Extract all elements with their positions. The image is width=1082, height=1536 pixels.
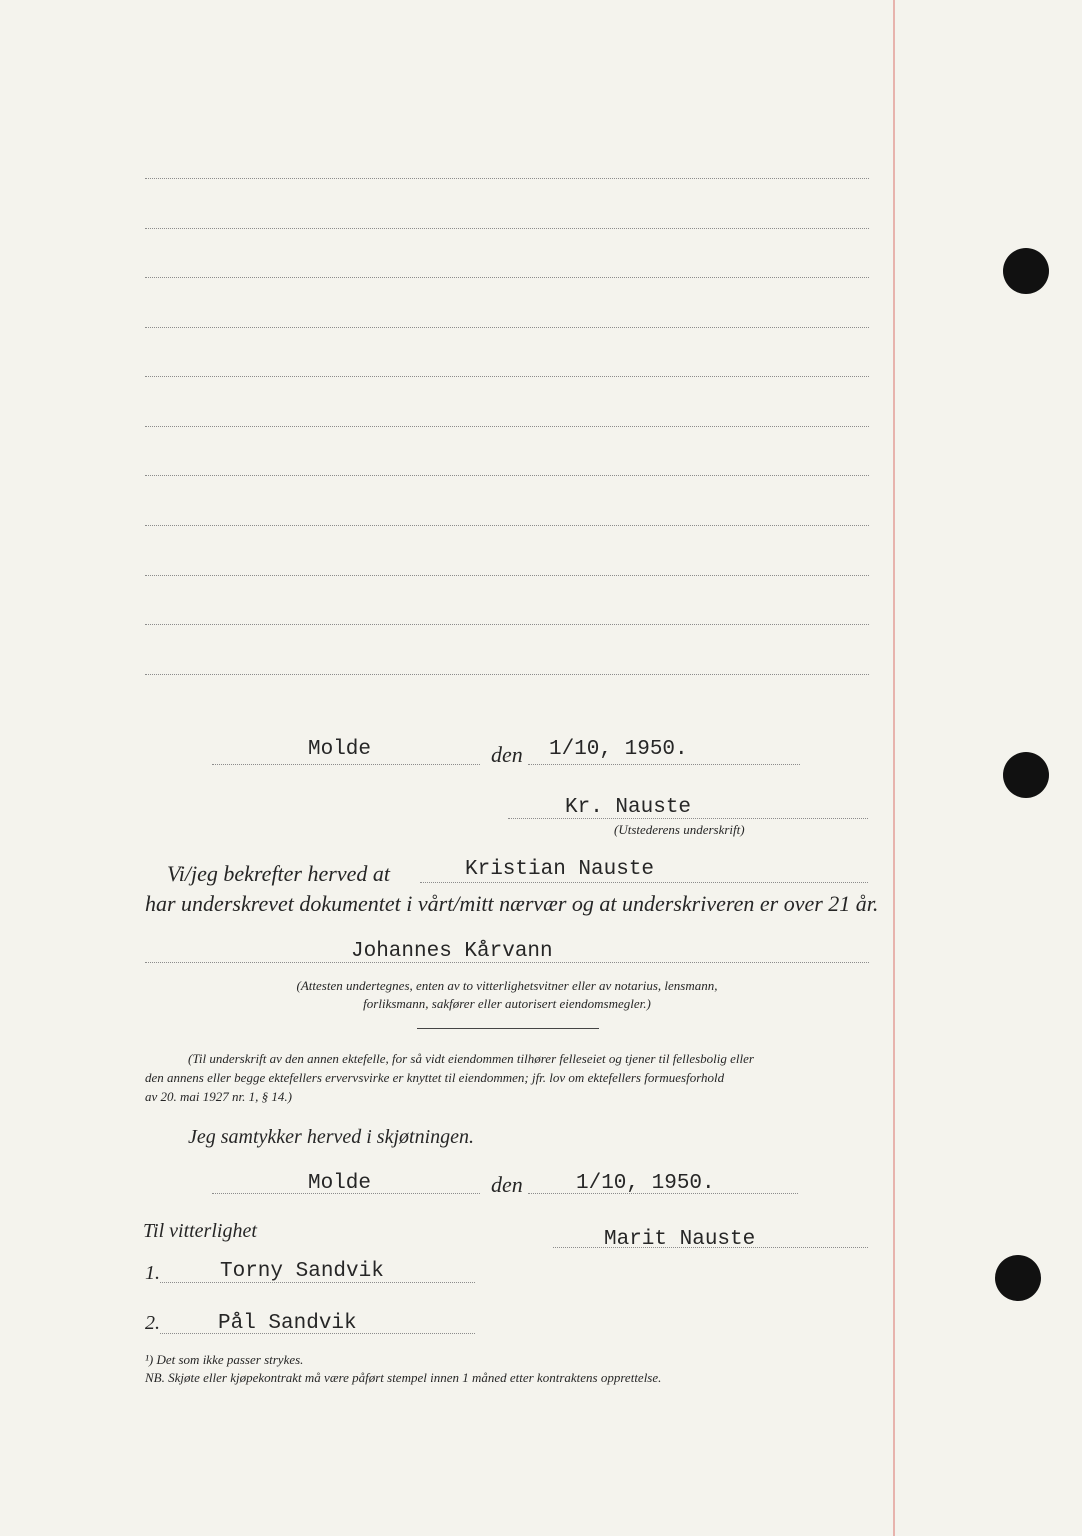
blank-line [145,228,869,229]
blank-line [145,674,869,675]
attest-note-line1: (Attesten undertegnes, enten av to vitterlighetsvitner eller av notarius, lensmann, [296,978,718,993]
confirmation-prefix: Vi/jeg bekrefter herved at [167,861,390,886]
punch-hole [1003,248,1049,294]
margin-line [893,0,895,1536]
witness-2-number: 2. [145,1312,160,1334]
spouse-note-line3: av 20. mai 1927 nr. 1, § 14.) [145,1089,292,1104]
punch-hole [1003,752,1049,798]
blank-line [145,277,869,278]
den-label-2: den [491,1172,523,1197]
place-text: Molde [308,738,372,761]
blank-line [145,376,869,377]
separator [417,1028,599,1029]
confirmation-name-line [420,882,868,883]
consent-text: Jeg samtykker herved i skjøtningen. [188,1126,475,1148]
confirmation-name: Kristian Nauste [465,858,655,881]
spouse-note-line1: (Til underskrift av den annen ektefelle, for så vidt eiendommen tilhører felleseiet og tjener til fellesbolig eller [188,1051,754,1066]
witness-1-name: Torny Sandvik [220,1260,384,1283]
spouse-signature: Marit Nauste [604,1228,756,1251]
date-text-2: 1/10, 1950. [576,1172,715,1195]
issuer-caption: (Utstederens underskrift) [614,822,745,837]
footnote-nb: NB. Skjøte eller kjøpekontrakt må være påført stempel innen 1 måned etter kontraktens opprettelse. [145,1370,662,1385]
issuer-signature: Kr. Nauste [565,796,692,819]
blank-line [145,426,869,427]
blank-line [145,178,869,179]
blank-line [145,525,869,526]
blank-line [145,327,869,328]
blank-line [145,575,869,576]
date-line [528,764,800,765]
footnote-1: ¹) Det som ikke passer strykes. [145,1352,304,1367]
place-line [212,764,480,765]
punch-hole [995,1255,1041,1301]
witness-1-number: 1. [145,1262,160,1284]
blank-line [145,624,869,625]
spouse-note-line2: den annens eller begge ektefellers ervervsvirke er knyttet til eiendommen; jfr. lov om ektefellers formuesforhold [145,1070,725,1085]
attest-note-line2: forliksmann, sakfører eller autorisert eiendomsmegler.) [363,996,651,1011]
confirmation-line2: har underskrevet dokumentet i vårt/mitt nærvær og at underskriveren er over 21 år. [145,891,879,916]
place-text-2: Molde [308,1172,372,1195]
blank-line [145,475,869,476]
witness-signature: Johannes Kårvann [351,940,553,963]
til-vitterlighet-label: Til vitterlighet [143,1220,257,1242]
den-label: den [491,742,523,767]
witness-2-name: Pål Sandvik [218,1312,357,1335]
date-text: 1/10, 1950. [549,738,688,761]
